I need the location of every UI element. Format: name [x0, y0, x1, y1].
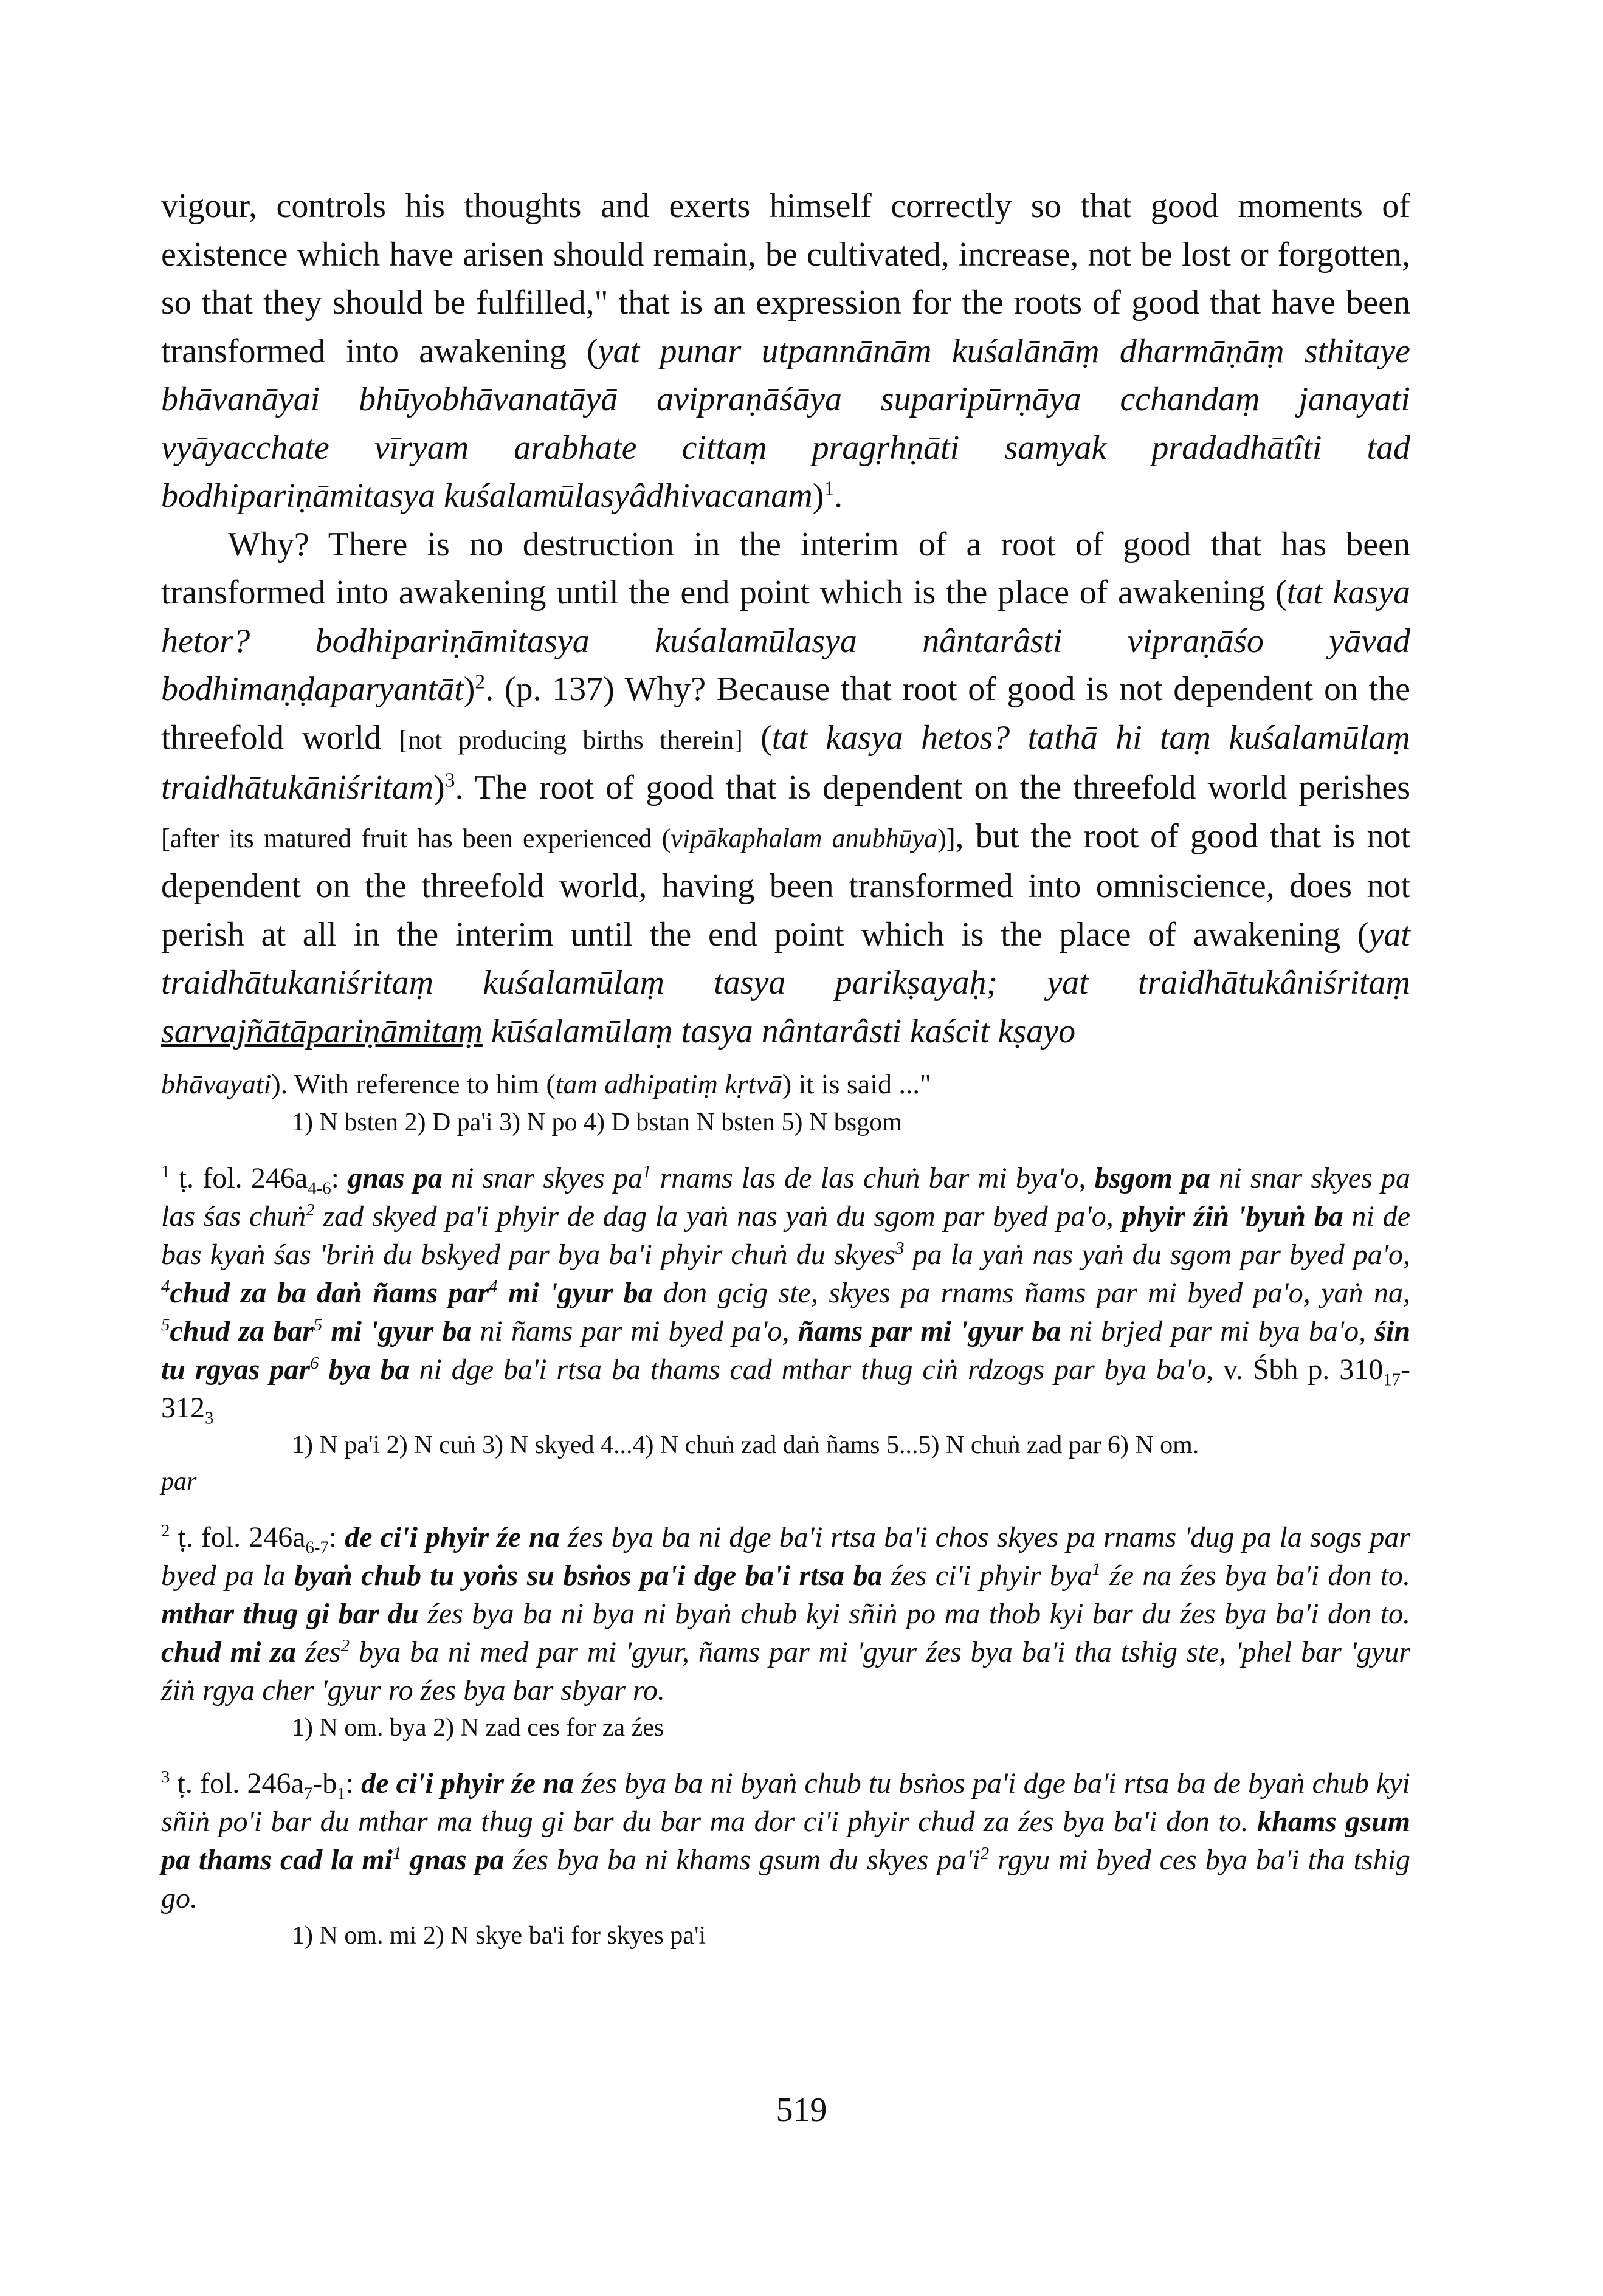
footnote-body: [161, 1767, 1410, 1914]
text: ni snar skyes pa: [442, 1162, 643, 1194]
variant-ref: 2: [306, 1200, 315, 1220]
folio-ref: ṭ. fol. 246a: [178, 1162, 308, 1194]
variant-ref: 5: [161, 1315, 170, 1335]
source-ref: v. Śbh p. 310: [1223, 1353, 1384, 1386]
editorial-note: [not producing births therein]: [399, 724, 743, 755]
variant-ref: 4: [489, 1277, 498, 1296]
text: Why? There is no destruction in the interim of a root of good that has been transformed into awakening until the end point which is the place of awakening (: [161, 525, 1410, 611]
source-sub: 17: [1383, 1370, 1401, 1390]
footnote-3: $^3$ ṭ. fol. $246a_7-b_1$: de ci'i phyir źe na źes bya ba ni byaṅ chub tu bsṅos pa'i dge ba'i rtsa ba de byaṅ chub kyi sñiṅ po'i bar du mthar ma thug gi bar du bar ma dor ci'i phyir chud za źes bya ba'i don to. khams gsum pa thams cad la $mi^1$ gnas pa źes bya ba ni khams gsum du skyes $pa'i^2$ rgyu mi byed ces bya ba'i tha tshig go.: [161, 1767, 1411, 1914]
lemma: gnas pa: [401, 1844, 505, 1876]
folio-ref: ṭ. fol. 246a: [178, 1521, 306, 1553]
folio-sub: 6-7: [305, 1538, 329, 1558]
text: ni brjed par mi bya ba'o,: [1061, 1315, 1375, 1347]
lemma: phyir źiṅ 'byuṅ ba: [1122, 1200, 1343, 1232]
text: źe na źes bya ba'i don to.: [1100, 1559, 1410, 1592]
variant-ref: 3: [895, 1239, 905, 1258]
variant-ref: 1: [1092, 1559, 1101, 1579]
lemma: khams gsum pa thams cad la mi: [161, 1806, 1411, 1876]
lemma: mi 'gyur ba: [322, 1315, 472, 1347]
sanskrit-quote: tat kasya hetos? tathā hi taṃ kuśalamūlaṃ traidhātukāniśritam: [161, 718, 1410, 806]
text: ) it is said ...": [782, 1068, 931, 1099]
variant-readings-fn3: 1) N om. mi 2) N skye ba'i for skyes pa'i: [292, 1922, 706, 1950]
text: ni ñams par mi byed pa'o,: [471, 1315, 798, 1347]
text: . The root of good that is dependent on the threefold world perishes: [455, 769, 1410, 806]
text: rnams las de las chuṅ bar mi bya'o,: [651, 1162, 1095, 1194]
text: par: [161, 1468, 197, 1496]
text: rgyu mi byed ces bya ba'i tha tshig go.: [161, 1844, 1411, 1914]
text: [after its matured fruit has been experienced (: [161, 823, 671, 853]
lemma: chud mi za: [161, 1636, 296, 1668]
footnote-marker: 1: [161, 1162, 170, 1181]
footnote-1: $^1$ ṭ. fol. $246a_{4-6}$: gnas pa ni snar skyes $pa^1$ rnams las de las chuṅ bar mi bya'o, bsgom pa ni snar skyes pa las śas chuṅ$^2$ zad skyed pa'i phyir de dag la yaṅ nas yaṅ du sgom par byed pa'o, phyir źiṅ 'byuṅ ba ni de bas kyaṅ śas 'briṅ du bskyed par bya ba'i phyir chuṅ du skyes$^3$ pa la yaṅ nas yaṅ du sgom par byed pa'o, $^4$chud za ba daṅ ñams par$^4$ mi 'gyur ba don gcig ste, skyes pa rnams ñams par mi byed pa'o, yaṅ na, $^5$chud za bar$^5$ mi 'gyur ba ni ñams par mi byed pa'o, ñams par mi 'gyur ba ni brjed par mi bya ba'o, śin tu rgyas par$^6$ bya ba ni dge ba'i rtsa ba thams cad mthar thug ciṅ rdzogs par bya ba'o, v. Śbh p. $310_{17}-312_3$: [161, 1162, 1411, 1428]
underlined-term: sarvajñātāpariṇāmitaṃ: [161, 1012, 483, 1050]
text: . (p. 137) Why? Because that root of good is not dependent on the threefold world: [161, 670, 1410, 757]
variant-readings-fn1: 1) N pa'i 2) N cuṅ 3) N skyed 4...4) N chuṅ zad daṅ ñams 5...5) N chuṅ zad par 6) N om.: [292, 1431, 1199, 1459]
text: źes bya ba ni dge ba'i rtsa ba'i chos skyes pa rnams 'dug pa la sogs par byed pa la: [161, 1521, 1411, 1592]
main-paragraph-1: [161, 182, 1410, 521]
folio-sub: 7: [303, 1784, 313, 1804]
lemma: chud za bar: [170, 1315, 314, 1347]
sanskrit-term: vipākaphalam anubhūya: [671, 823, 938, 853]
text: pa la yaṅ nas yaṅ du sgom par byed pa'o,: [904, 1239, 1410, 1271]
variant-ref: 2: [340, 1636, 350, 1655]
text: ni dge ba'i rtsa ba thams cad mthar thug ciṅ rdzogs par bya ba'o,: [409, 1353, 1214, 1386]
text: .: [834, 477, 843, 515]
lemma: chud za ba daṅ ñams par: [170, 1277, 489, 1309]
lemma: bya ba: [319, 1353, 410, 1386]
text: ni de bas kyaṅ śas 'briṅ du bskyed par bya ba'i phyir chuṅ du skyes: [161, 1200, 1410, 1271]
text: źes bya ba ni byaṅ chub tu bsṅos pa'i dge ba'i rtsa ba de byaṅ chub kyi sñiṅ po'i bar du mthar ma thug gi bar du bar ma dor ci'i phyir chud za źes bya ba'i don to.: [161, 1767, 1411, 1838]
footnote-ref: 2: [475, 670, 486, 693]
variant-ref: 1: [642, 1162, 652, 1181]
footnote-body: [161, 1521, 1410, 1707]
text: kūśalamūlaṃ tasya nântarâsti kaścit kṣayo: [482, 1012, 1076, 1050]
text: źes bya ba ni bya ni byaṅ chub kyi sñiṅ po ma thob kyi bar du źes bya ba'i don to.: [418, 1598, 1411, 1630]
sanskrit-term: bhāvayati: [161, 1068, 272, 1099]
source-sub: 3: [205, 1408, 214, 1428]
folio-ref: ṭ. fol. 246a: [177, 1767, 304, 1799]
sanskrit-term: tam adhipatiṃ kṛtvā: [555, 1068, 782, 1099]
text: vigour, controls his thoughts and exerts himself correctly so that good moments of existence which have arisen should remain, be cultivated, increase, not be lost or forgotten, so that they should be fulfilled," that is an expression for the roots of good that have been transformed into awakening (: [161, 187, 1410, 370]
lemma: byaṅ chub tu yoṅs su bsṅos pa'i dge ba'i rtsa ba: [294, 1559, 883, 1592]
page-body: [161, 182, 1410, 1954]
variant-readings-main: 1) N bsten 2) D pa'i 3) N po 4) D bstan N bsten 5) N bsgom: [292, 1108, 902, 1136]
text: )]: [937, 823, 956, 853]
sanskrit-quote: tat kasya hetor? bodhipariṇāmitasya kuśalamūlasya nântarâsti vipraṇāśo yāvad bodhimaṇḍaparyantāt: [161, 574, 1411, 708]
editorial-note: [161, 823, 956, 853]
variant-readings-fn1-cont: [161, 1463, 1410, 1500]
footnote-marker: 3: [161, 1767, 170, 1787]
text: bya ba ni med par mi 'gyur, ñams par mi 'gyur źes bya ba'i tha tshig ste, 'phel bar 'gyur źiṅ rgya cher 'gyur ro źes bya bar sbyar ro.: [161, 1636, 1411, 1707]
text: -312: [161, 1353, 1411, 1424]
footnote-2: $^2$ ṭ. fol. $246a_{6-7}$: de ci'i phyir źe na źes bya ba ni dge ba'i rtsa ba'i chos skyes pa rnams 'dug pa la sogs par byed pa la byaṅ chub tu yoṅs su bsṅos pa'i dge ba'i rtsa ba źes ci'i phyir bya$^1$ źe na źes bya ba'i don to. mthar thug gi bar du źes bya ba ni bya ni byaṅ chub kyi sñiṅ po ma thob kyi bar du źes bya ba'i don to. chud mi za źes$^2$ bya ba ni med par mi 'gyur, ñams par mi 'gyur źes bya ba'i tha tshig ste, 'phel bar 'gyur źiṅ rgya cher 'gyur ro źes bya bar sbyar ro.: [161, 1521, 1411, 1707]
footnote-marker: 2: [161, 1521, 170, 1541]
text: źes bya ba ni khams gsum du skyes pa'i: [504, 1844, 981, 1876]
variant-ref: 1: [392, 1844, 402, 1863]
variant-ref: 2: [980, 1844, 990, 1863]
text: , but the root of good that is not dependent on the threefold world, having been transformed into omniscience, does not perish at all in the interim until the end point which is the place of awakening (: [161, 817, 1411, 954]
variant-ref: 5: [313, 1315, 323, 1335]
text: źes ci'i phyir bya: [882, 1559, 1092, 1592]
lemma: de ci'i phyir źe na: [345, 1521, 560, 1553]
footnote-ref: 3: [444, 769, 455, 792]
folio-sub: 1: [337, 1784, 346, 1804]
lemma: mi 'gyur ba: [497, 1277, 653, 1309]
text: -b: [312, 1767, 337, 1799]
text: źes: [295, 1636, 341, 1668]
variant-readings-fn2: 1) N om. bya 2) N zad ces for za źes: [292, 1714, 664, 1742]
text: ): [812, 477, 824, 515]
text: don gcig ste, skyes pa rnams ñams par mi byed pa'o, yaṅ na,: [652, 1277, 1411, 1309]
lemma: mthar thug gi bar du: [161, 1598, 419, 1630]
text: zad skyed pa'i phyir de dag la yaṅ nas yaṅ du sgom par byed pa'o,: [314, 1200, 1122, 1232]
text: yat traidhātukaniśritaṃ kuśalamūlaṃ tasya parikṣayaḥ; yat traidhātukâniśritaṃ: [161, 915, 1410, 1002]
lemma: śin tu rgyas par: [161, 1315, 1411, 1386]
footnote-body: [161, 1162, 1410, 1386]
bridge-line: [161, 1064, 1410, 1104]
main-paragraph-2: Why? There is no destruction in the interim of a root of good that has been transformed into awakening until the end point which is the place of awakening (tat kasya hetor? bodhipariṇāmitasya kuśalamūlasya nântarâsti vipraṇāśo yāvad bodhimaṇḍaparyantāt)$^2$. (p. 137) Why? Because that root of good is not dependent on the threefold world [not producing births therein] (tat kasya hetos? tathā hi taṃ kuśalamūlaṃ traidhātukāniśritam)$^3$. The root of good that is dependent on the threefold world perishes [after its matured fruit has been experienced (vipākaphalam anubhūya)], but the root of good that is not dependent on the threefold world, having been transformed into omniscience, does not perish at all in the interim until the end point which is the place of awakening (yat traidhātukaniśritaṃ kuśalamūlaṃ tasya parikṣayaḥ; yat traidhātukâniśritaṃ sarvajñātāpariṇāmitaṃ kūśalamūlaṃ tasya nântarâsti kaścit kṣayo: [161, 525, 1411, 1050]
text: ). With reference to him (: [271, 1068, 556, 1099]
text: (: [742, 718, 772, 757]
variant-ref: 4: [161, 1277, 170, 1296]
page-number: 519: [776, 2091, 827, 2129]
lemma: bsgom pa: [1094, 1162, 1210, 1194]
lemma: gnas pa: [348, 1162, 443, 1194]
lemma: de ci'i phyir źe na: [361, 1767, 574, 1799]
sanskrit-quote: yat punar utpannānām kuśalānāṃ dharmāṇāṃ sthitaye bhāvanāyai bhūyobhāvanatāyā avipraṇāśāya suparipūrṇāya cchandaṃ janayati vyāyacchate vīryam arabhate cittaṃ pragṛhṇāti samyak pradadhātîti tad bodhipariṇāmitasya kuśalamūlasyâdhivacanam: [161, 332, 1410, 515]
text: ni snar skyes pa las śas chuṅ: [161, 1162, 1411, 1232]
folio-sub: 4-6: [308, 1178, 331, 1198]
footnote-ref: 1: [824, 477, 835, 500]
variant-ref: 6: [310, 1353, 319, 1373]
lemma: ñams par mi 'gyur ba: [798, 1315, 1061, 1347]
